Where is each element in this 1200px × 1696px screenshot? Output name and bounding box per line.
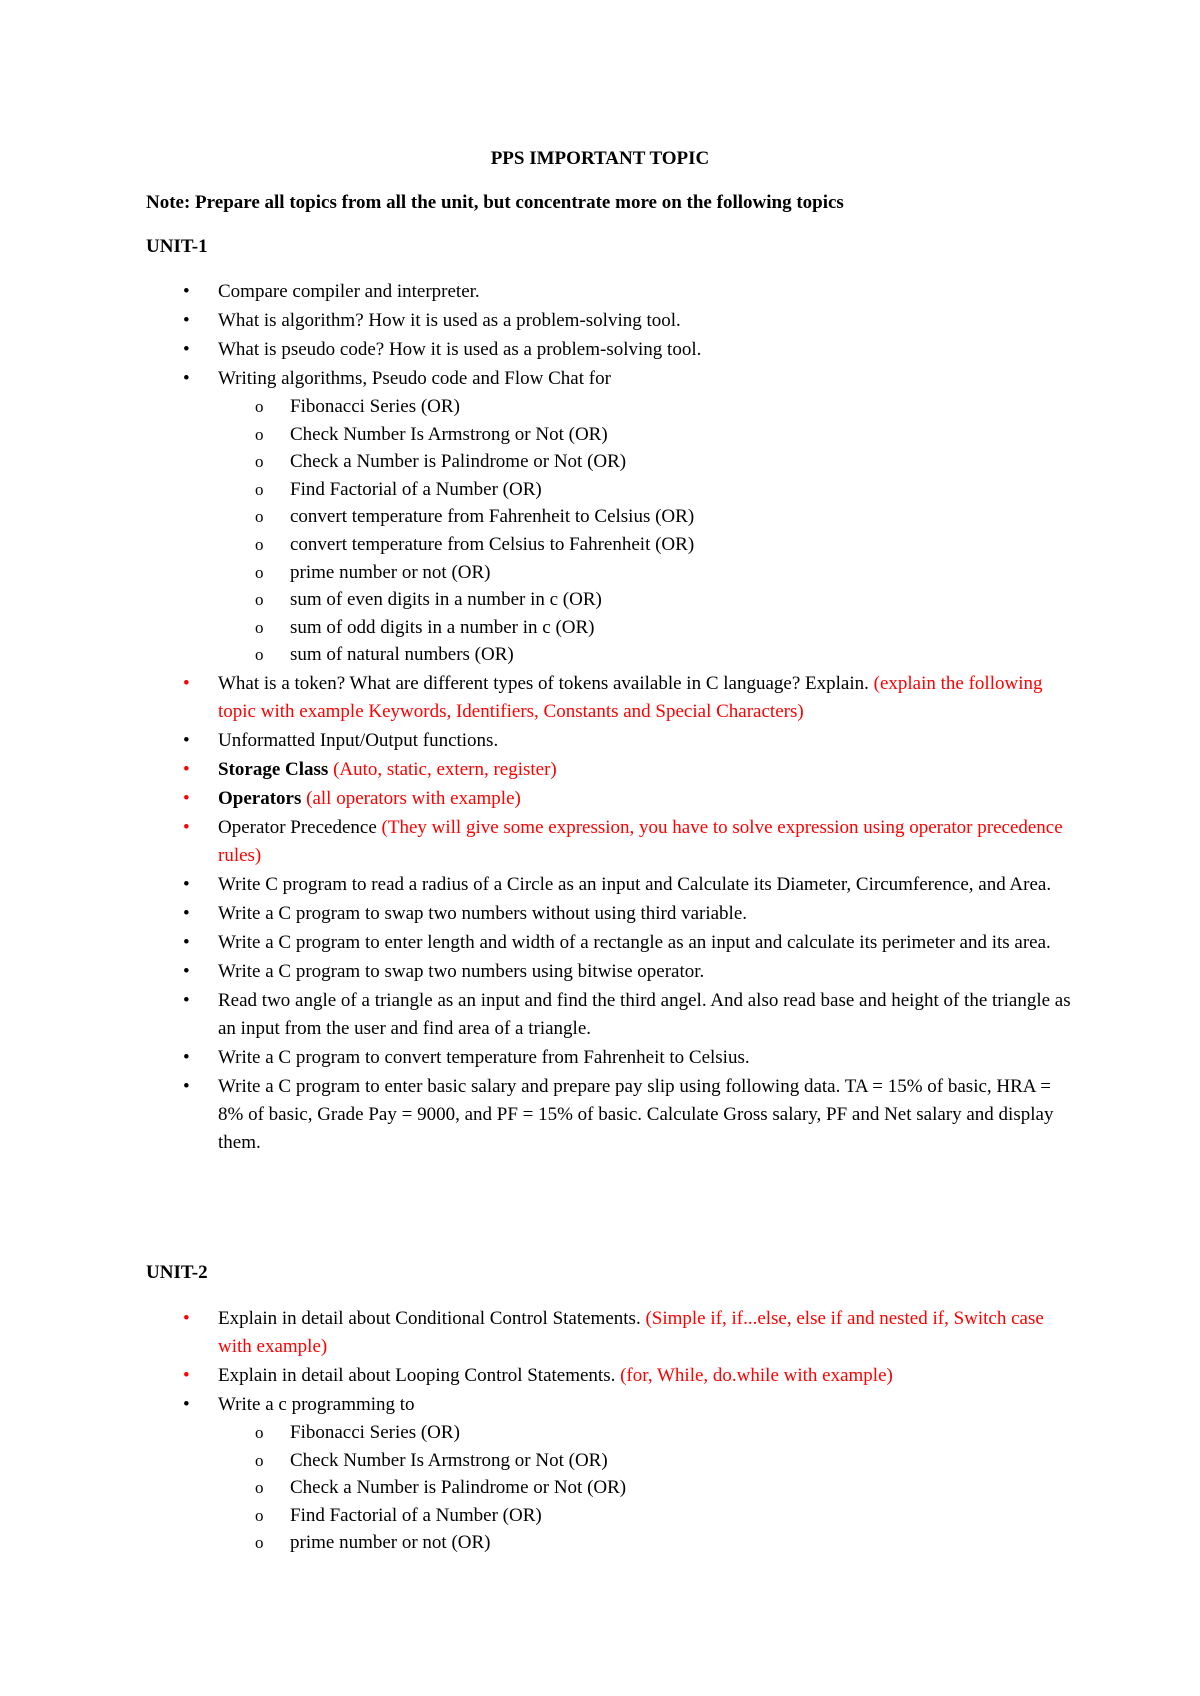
list-item: • Storage Class (Auto, static, extern, register) [146, 756, 1076, 784]
list-item: • Writing algorithms, Pseudo code and Flow Chat for o Fibonacci Series (OR) o Check Number Is Armstrong or Not (OR) o Check a Number is Palindrome or Not (OR) o Find Factorial of a Number (OR) o convert temperature from Fahrenheit to Celsius (OR) o convert temperature from Celsius to Fahrenheit (OR) o prime number or not (OR) o sum of even digits in a number in c (OR) o sum of odd digits in a number in c (OR) o sum of natural numbers (OR) [146, 365, 1076, 669]
list-item: • Write a C program to enter basic salary and prepare pay slip using following data. TA = 15% of basic, HRA = 8% of basic, Grade Pay = 9000, and PF = 15% of basic. Calculate Gross salary, PF and Net salary and display them. [146, 1073, 1076, 1157]
list-item: • What is pseudo code? How it is used as a problem-solving tool. [146, 336, 1076, 364]
list-item: • Operator Precedence (They will give some expression, you have to solve expression using operator precedence rules) [146, 814, 1076, 870]
list-item: • Write a c programming to o Fibonacci Series (OR) o Check Number Is Armstrong or Not (OR) o Check a Number is Palindrome or Not (OR) o Find Factorial of a Number (OR) o prime number or not (OR) [146, 1391, 1076, 1557]
list-item: • Write a C program to enter length and width of a rectangle as an input and calculate its perimeter and its area. [146, 929, 1076, 957]
note-text: Note: Prepare all topics from all the unit, but concentrate more on the following topics [146, 192, 844, 213]
sub-list-item: o Check Number Is Armstrong or Not (OR) [218, 421, 1076, 449]
list-item: • Write a C program to convert temperature from Fahrenheit to Celsius. [146, 1044, 1076, 1072]
sub-list-item: o Fibonacci Series (OR) [218, 393, 1076, 421]
sub-list-item: o Find Factorial of a Number (OR) [218, 1502, 1076, 1530]
page-title: PPS IMPORTANT TOPIC [490, 148, 710, 169]
list-item: • Write a C program to swap two numbers using bitwise operator. [146, 958, 1076, 986]
list-item: • Read two angle of a triangle as an input and find the third angel. And also read base and height of the triangle as an input from the user and find area of a triangle. [146, 987, 1076, 1043]
list-item: • Operators (all operators with example) [146, 785, 1076, 813]
sub-list-item: o Check a Number is Palindrome or Not (OR) [218, 448, 1076, 476]
list-item: • Write a C program to swap two numbers without using third variable. [146, 900, 1076, 928]
sub-list-item: o sum of even digits in a number in c (OR) [218, 586, 1076, 614]
unit-1-sublist [218, 393, 1076, 669]
list-item: • Unformatted Input/Output functions. [146, 727, 1076, 755]
unit-1-heading: UNIT-1 [146, 236, 208, 257]
sub-list-item: o sum of natural numbers (OR) [218, 641, 1076, 669]
sub-list-item: o convert temperature from Fahrenheit to Celsius (OR) [218, 503, 1076, 531]
unit-2-list [146, 1305, 1076, 1558]
sub-list-item: o Check a Number is Palindrome or Not (OR) [218, 1474, 1076, 1502]
list-item: • Compare compiler and interpreter. [146, 278, 1076, 306]
list-item: • What is algorithm? How it is used as a problem-solving tool. [146, 307, 1076, 335]
unit-2-heading: UNIT-2 [146, 1262, 208, 1283]
list-item: • Explain in detail about Conditional Control Statements. (Simple if, if...else, else if and nested if, Switch case with example) [146, 1305, 1076, 1361]
sub-list-item: o Fibonacci Series (OR) [218, 1419, 1076, 1447]
sub-list-item: o Find Factorial of a Number (OR) [218, 476, 1076, 504]
unit-2-sublist [218, 1419, 1076, 1557]
sub-list-item: o convert temperature from Celsius to Fahrenheit (OR) [218, 531, 1076, 559]
sub-list-item: o prime number or not (OR) [218, 559, 1076, 587]
sub-list-item: o prime number or not (OR) [218, 1529, 1076, 1557]
sub-list-item: o Check Number Is Armstrong or Not (OR) [218, 1447, 1076, 1475]
unit-1-list [146, 278, 1076, 1158]
list-item: • Write C program to read a radius of a Circle as an input and Calculate its Diameter, Circumference, and Area. [146, 871, 1076, 899]
sub-list-item: o sum of odd digits in a number in c (OR) [218, 614, 1076, 642]
list-item: • What is a token? What are different types of tokens available in C language? Explain. (explain the following topic with example Keywords, Identifiers, Constants and Special Characters) [146, 670, 1076, 726]
list-item: • Explain in detail about Looping Control Statements. (for, While, do.while with example) [146, 1362, 1076, 1390]
